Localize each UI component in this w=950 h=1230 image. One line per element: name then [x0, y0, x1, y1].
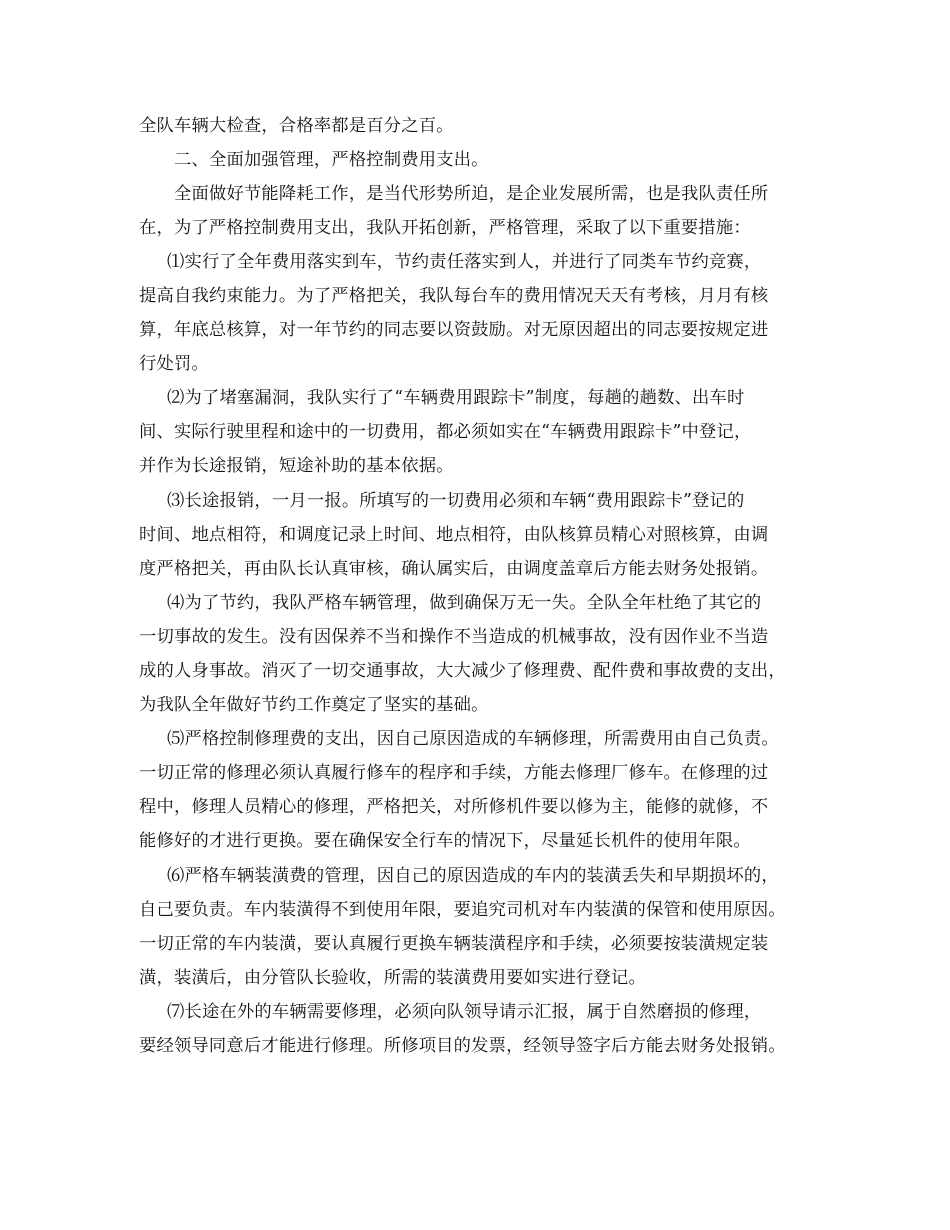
text-line: ⑷为了节约，我队严格车辆管理，做到确保万无一失。全队全年杜绝了其它的: [167, 593, 762, 613]
text-line: 时间、地点相符，和调度记录上时间、地点相符，由队核算员精心对照核算，由调: [139, 525, 769, 545]
text-line: 能修好的才进行更换。要在确保安全行车的情况下，尽量延长机件的使用年限。: [139, 831, 751, 851]
text-line: 算，年底总核算，对一年节约的同志要以资鼓励。对无原因超出的同志要按规定进: [139, 320, 769, 340]
text-line: ⑹严格车辆装潢费的管理，因自己的原因造成的车内的装潢丢失和早期损坏的，: [167, 866, 779, 886]
text-line: 成的人身事故。消灭了一切交通事故，大大减少了修理费、配件费和事故费的支出，: [139, 661, 786, 681]
section-heading: 二、全面加强管理，严格控制费用支出。: [174, 150, 489, 170]
text-line: 全面做好节能降耗工作，是当代形势所迫，是企业发展所需，也是我队责任所: [174, 184, 769, 204]
text-line: 一切正常的车内装潢，要认真履行更换车辆装潢程序和手续，必须要按装潢规定装: [139, 934, 769, 954]
text-line: ⑶长途报销，一月一报。所填写的一切费用必须和车辆“费用跟踪卡”登记的: [167, 491, 745, 511]
text-line: 程中，修理人员精心的修理，严格把关，对所修机件要以修为主，能修的就修，不: [139, 797, 769, 817]
text-line: 间、实际行驶里程和途中的一切费用，都必须如实在“车辆费用跟踪卡”中登记，: [139, 422, 752, 442]
text-line: 一切正常的修理必须认真履行修车的程序和手续，方能去修理厂修车。在修理的过: [139, 763, 769, 783]
text-line: 全队车辆大检查，合格率都是百分之百。: [139, 116, 454, 136]
text-line: 一切事故的发生。没有因保养不当和操作不当造成的机械事故，没有因作业不当造: [139, 627, 769, 647]
text-line: 并作为长途报销，短途补助的基本依据。: [139, 456, 454, 476]
text-line: 提高自我约束能力。为了严格把关，我队每台车的费用情况天天有考核，月月有核: [139, 286, 769, 306]
text-line: 行处罚。: [139, 354, 209, 374]
text-line: 度严格把关，再由队长认真审核，确认属实后，由调度盖章后方能去财务处报销。: [139, 559, 769, 579]
text-line: ⑺长途在外的车辆需要修理，必须向队领导请示汇报，属于自然磨损的修理，: [167, 1002, 762, 1022]
text-line: 为我队全年做好节约工作奠定了坚实的基础。: [139, 695, 489, 715]
text-line: ⑸严格控制修理费的支出，因自己原因造成的车辆修理，所需费用由自己负责。: [167, 729, 779, 749]
text-line: 在，为了严格控制费用支出，我队开拓创新，严格管理，采取了以下重要措施：: [139, 218, 751, 238]
text-line: ⑴实行了全年费用落实到车，节约责任落实到人，并进行了同类车节约竞赛，: [167, 252, 762, 272]
text-line: 自己要负责。车内装潢得不到使用年限，要追究司机对车内装潢的保管和使用原因。: [139, 900, 786, 920]
text-line: ⑵为了堵塞漏洞，我队实行了“车辆费用跟踪卡”制度，每趟的趟数、出车时: [167, 388, 745, 408]
text-line: 要经领导同意后才能进行修理。所修项目的发票，经领导签字后方能去财务处报销。: [139, 1036, 786, 1056]
text-line: 潢，装潢后，由分管队长验收，所需的装潢费用要如实进行登记。: [139, 968, 646, 988]
